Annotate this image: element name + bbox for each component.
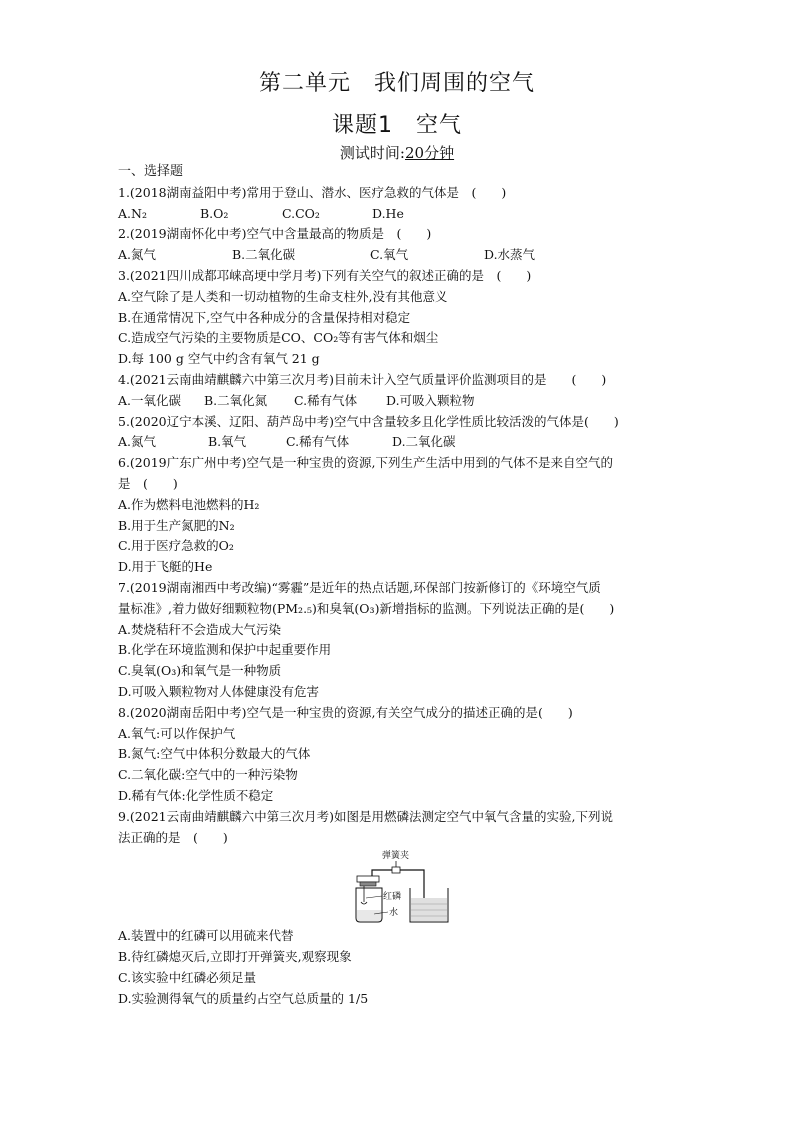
phosphorus-label: 红磷 bbox=[383, 892, 402, 903]
question-6-option-d: D.用于飞艇的He bbox=[118, 559, 213, 575]
question-7-stem-line1: 7.(2019湖南湘西中考改编)“雾霾”是近年的热点话题,环保部门按新修订的《环境空气质 bbox=[118, 579, 601, 595]
option-a: A.氮气 bbox=[118, 247, 157, 263]
question-2-options bbox=[118, 245, 688, 266]
option-c: C.稀有气体 bbox=[294, 392, 358, 408]
spring-clamp bbox=[392, 867, 400, 873]
question-6-option-b: B.用于生产氮肥的N₂ bbox=[118, 517, 235, 533]
question-6-stem-line2: 是 ( ) bbox=[118, 475, 178, 491]
section-heading: 一、选择题 bbox=[118, 164, 184, 179]
flask-water bbox=[357, 910, 381, 921]
question-8-stem: 8.(2020湖南岳阳中考)空气是一种宝贵的资源,有关空气成分的描述正确的是( ) bbox=[118, 704, 573, 720]
option-a: A.氮气 bbox=[118, 434, 157, 450]
option-c: C.CO₂ bbox=[282, 205, 320, 221]
question-3-option-d: D.每 100 g 空气中约含有氧气 21 g bbox=[118, 351, 320, 367]
option-d: D.二氧化碳 bbox=[392, 434, 456, 450]
question-1-options bbox=[118, 204, 688, 225]
question-4-options bbox=[118, 391, 688, 412]
question-9-option-a: A.装置中的红磷可以用硫来代替 bbox=[118, 928, 294, 944]
question-9-option-b: B.待红磷熄灭后,立即打开弹簧夹,观察现象 bbox=[118, 949, 352, 965]
question-6-stem-line1: 6.(2019广东广州中考)空气是一种宝贵的资源,下列生产生活中用到的气体不是来自空气的 bbox=[118, 455, 613, 471]
question-4-stem: 4.(2021云南曲靖麒麟六中第三次月考)目前未计入空气质量评价监测项目的是 ( ) bbox=[118, 371, 607, 387]
lesson-title: 课题1 空气 bbox=[332, 113, 462, 138]
question-9-option-d: D.实验测得氧气的质量约占空气总质量的 1/5 bbox=[118, 990, 369, 1006]
option-a: A.一氧化碳 bbox=[118, 392, 182, 408]
question-9-option-c: C.该实验中红磷必须足量 bbox=[118, 969, 257, 985]
question-8-option-a: A.氧气:可以作保护气 bbox=[118, 725, 236, 741]
test-time-value: 20分钟 bbox=[404, 144, 455, 162]
option-d: D.水蒸气 bbox=[484, 247, 536, 263]
apparatus-diagram bbox=[352, 848, 462, 926]
stopper bbox=[357, 876, 379, 882]
question-8-option-d: D.稀有气体:化学性质不稳定 bbox=[118, 787, 274, 803]
option-b: B.氧气 bbox=[208, 434, 247, 450]
question-9-stem-line2: 法正确的是 ( ) bbox=[118, 829, 228, 845]
question-5-options bbox=[118, 432, 688, 453]
option-c: C.氧气 bbox=[370, 247, 409, 263]
question-5-stem: 5.(2020辽宁本溪、辽阳、葫芦岛中考)空气中含量较多且化学性质比较活泼的气体是( ) bbox=[118, 413, 619, 429]
question-3-stem: 3.(2021四川成都邛崃高埂中学月考)下列有关空气的叙述正确的是 ( ) bbox=[118, 267, 532, 283]
water-label: 水 bbox=[389, 908, 399, 919]
question-3-option-a: A.空气除了是人类和一切动植物的生命支柱外,没有其他意义 bbox=[118, 288, 448, 304]
beaker-water bbox=[411, 898, 447, 921]
option-d: D.He bbox=[372, 205, 404, 221]
test-time-label: 测试时间: bbox=[339, 144, 405, 162]
option-c: C.稀有气体 bbox=[286, 434, 350, 450]
phosphorus-experiment-figure bbox=[118, 848, 688, 926]
question-9-stem-line1: 9.(2021云南曲靖麒麟六中第三次月考)如图是用燃磷法测定空气中氧气含量的实验,下列说 bbox=[118, 808, 613, 824]
question-6-option-c: C.用于医疗急救的O₂ bbox=[118, 538, 234, 554]
question-8-option-b: B.氮气:空气中体积分数最大的气体 bbox=[118, 746, 311, 762]
question-3-option-c: C.造成空气污染的主要物质是CO、CO₂等有害气体和烟尘 bbox=[118, 330, 439, 346]
question-7-stem-line2: 量标准》,着力做好细颗粒物(PM₂.₅)和臭氧(O₃)新增指标的监测。下列说法正确的是( ) bbox=[118, 600, 615, 616]
question-6-option-a: A.作为燃料电池燃料的H₂ bbox=[118, 496, 260, 512]
question-list bbox=[118, 162, 688, 1009]
option-a: A.N₂ bbox=[118, 205, 147, 221]
question-3-option-b: B.在通常情况下,空气中各种成分的含量保持相对稳定 bbox=[118, 309, 411, 325]
question-2-stem: 2.(2019湖南怀化中考)空气中含量最高的物质是 ( ) bbox=[118, 226, 432, 242]
stopper-band bbox=[360, 882, 376, 886]
question-7-option-d: D.可吸入颗粒物对人体健康没有危害 bbox=[118, 683, 320, 699]
question-1-stem: 1.(2018湖南益阳中考)常用于登山、潜水、医疗急救的气体是 ( ) bbox=[118, 184, 507, 200]
test-time bbox=[0, 142, 794, 163]
option-b: B.二氧化碳 bbox=[232, 247, 296, 263]
clamp-label: 弹簧夹 bbox=[382, 851, 410, 862]
option-b: B.二氧化氮 bbox=[204, 392, 268, 408]
question-7-option-a: A.焚烧秸秆不会造成大气污染 bbox=[118, 621, 282, 637]
question-8-option-c: C.二氧化碳:空气中的一种污染物 bbox=[118, 767, 298, 783]
question-7-option-c: C.臭氧(O₃)和氧气是一种物质 bbox=[118, 663, 282, 679]
option-d: D.可吸入颗粒物 bbox=[386, 392, 475, 408]
question-7-option-b: B.化学在环境监测和保护中起重要作用 bbox=[118, 642, 332, 658]
unit-title: 第二单元 我们周围的空气 bbox=[258, 71, 535, 96]
option-b: B.O₂ bbox=[200, 205, 229, 221]
